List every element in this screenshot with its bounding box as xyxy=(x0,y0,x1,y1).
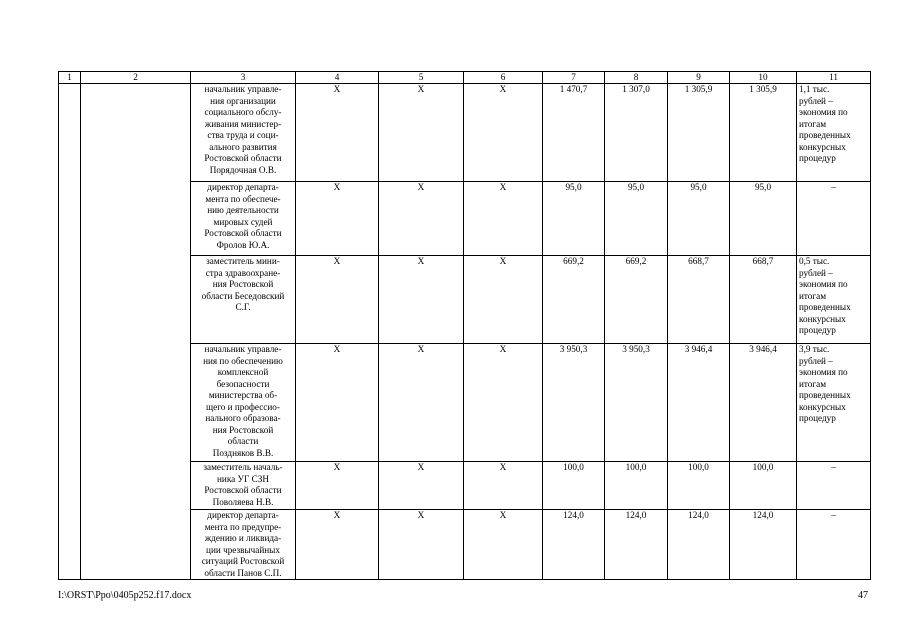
amount-cell: 669,2 xyxy=(543,256,605,344)
amount-cell: 95,0 xyxy=(730,182,797,256)
note-cell: 3,9 тыс. рублей – экономия по итогам проведенных конкурсных процедур xyxy=(797,344,871,462)
amount-cell: 100,0 xyxy=(668,462,730,510)
amount-cell: 668,7 xyxy=(668,256,730,344)
column-number: 3 xyxy=(191,72,296,84)
amount-cell: 669,2 xyxy=(605,256,668,344)
value-cell: X xyxy=(296,84,379,182)
value-cell: X xyxy=(379,182,464,256)
value-cell: X xyxy=(464,344,543,462)
note-cell: 1,1 тыс. рублей – экономия по итогам проведенных конкурсных процедур xyxy=(797,84,871,182)
value-cell: X xyxy=(464,182,543,256)
value-cell: X xyxy=(464,256,543,344)
amount-cell: 100,0 xyxy=(730,462,797,510)
value-cell: X xyxy=(464,462,543,510)
column-number: 2 xyxy=(81,72,191,84)
responsible-person-cell: начальник управле- ния организации социального обслу- живания министер- ства труда и соци- ального развития Ростовской области Порядочная О.В. xyxy=(191,84,296,182)
note-cell: – xyxy=(797,182,871,256)
value-cell: X xyxy=(464,84,543,182)
amount-cell: 3 950,3 xyxy=(543,344,605,462)
amount-cell: 3 946,4 xyxy=(730,344,797,462)
amount-cell: 95,0 xyxy=(668,182,730,256)
value-cell: X xyxy=(379,84,464,182)
column-number-row xyxy=(59,72,871,84)
amount-cell: 124,0 xyxy=(605,510,668,580)
column-number: 6 xyxy=(464,72,543,84)
column-number: 7 xyxy=(543,72,605,84)
value-cell: X xyxy=(464,510,543,580)
column-number: 8 xyxy=(605,72,668,84)
value-cell: X xyxy=(296,510,379,580)
page-number: 47 xyxy=(858,590,868,601)
table-row xyxy=(59,84,871,182)
responsible-person-cell: начальник управле- ния по обеспечению комплексной безопасности министерства об- щего и профессио- нального образова- ния Ростовской области Поздняков В.В. xyxy=(191,344,296,462)
amount-cell: 100,0 xyxy=(543,462,605,510)
amount-cell: 3 950,3 xyxy=(605,344,668,462)
responsible-person-cell: заместитель мини- стра здравоохране- ния Ростовской области Беседовский С.Г. xyxy=(191,256,296,344)
value-cell: X xyxy=(379,256,464,344)
note-cell: – xyxy=(797,462,871,510)
column-number: 1 xyxy=(59,72,81,84)
note-cell: – xyxy=(797,510,871,580)
amount-cell: 1 470,7 xyxy=(543,84,605,182)
amount-cell: 1 305,9 xyxy=(730,84,797,182)
amount-cell: 95,0 xyxy=(543,182,605,256)
footer-file-path: I:\ORST\Ppo\0405p252.f17.docx xyxy=(58,590,192,601)
value-cell: X xyxy=(379,510,464,580)
responsible-person-cell: директор департа- мента по предупре- ждению и ликвида- ции чрезвычайных ситуаций Ростовской области Панов С.П. xyxy=(191,510,296,580)
amount-cell: 124,0 xyxy=(668,510,730,580)
empty-cell-col2 xyxy=(81,84,191,580)
value-cell: X xyxy=(296,462,379,510)
note-cell: 0,5 тыс. рублей – экономия по итогам проведенных конкурсных процедур xyxy=(797,256,871,344)
value-cell: X xyxy=(379,344,464,462)
amount-cell: 124,0 xyxy=(543,510,605,580)
value-cell: X xyxy=(296,344,379,462)
amount-cell: 3 946,4 xyxy=(668,344,730,462)
column-number: 10 xyxy=(730,72,797,84)
column-number: 11 xyxy=(797,72,871,84)
amount-cell: 1 305,9 xyxy=(668,84,730,182)
value-cell: X xyxy=(296,182,379,256)
value-cell: X xyxy=(296,256,379,344)
responsible-person-cell: заместитель началь- ника УГ СЗН Ростовской области Поволяева Н.В. xyxy=(191,462,296,510)
amount-cell: 95,0 xyxy=(605,182,668,256)
column-number: 9 xyxy=(668,72,730,84)
column-number: 4 xyxy=(296,72,379,84)
empty-cell-col1 xyxy=(59,84,81,580)
amount-cell: 668,7 xyxy=(730,256,797,344)
responsible-person-cell: директор департа- мента по обеспече- нию деятельности мировых судей Ростовской области Фролов Ю.А. xyxy=(191,182,296,256)
budget-table xyxy=(58,71,871,580)
value-cell: X xyxy=(379,462,464,510)
amount-cell: 124,0 xyxy=(730,510,797,580)
amount-cell: 1 307,0 xyxy=(605,84,668,182)
column-number: 5 xyxy=(379,72,464,84)
amount-cell: 100,0 xyxy=(605,462,668,510)
